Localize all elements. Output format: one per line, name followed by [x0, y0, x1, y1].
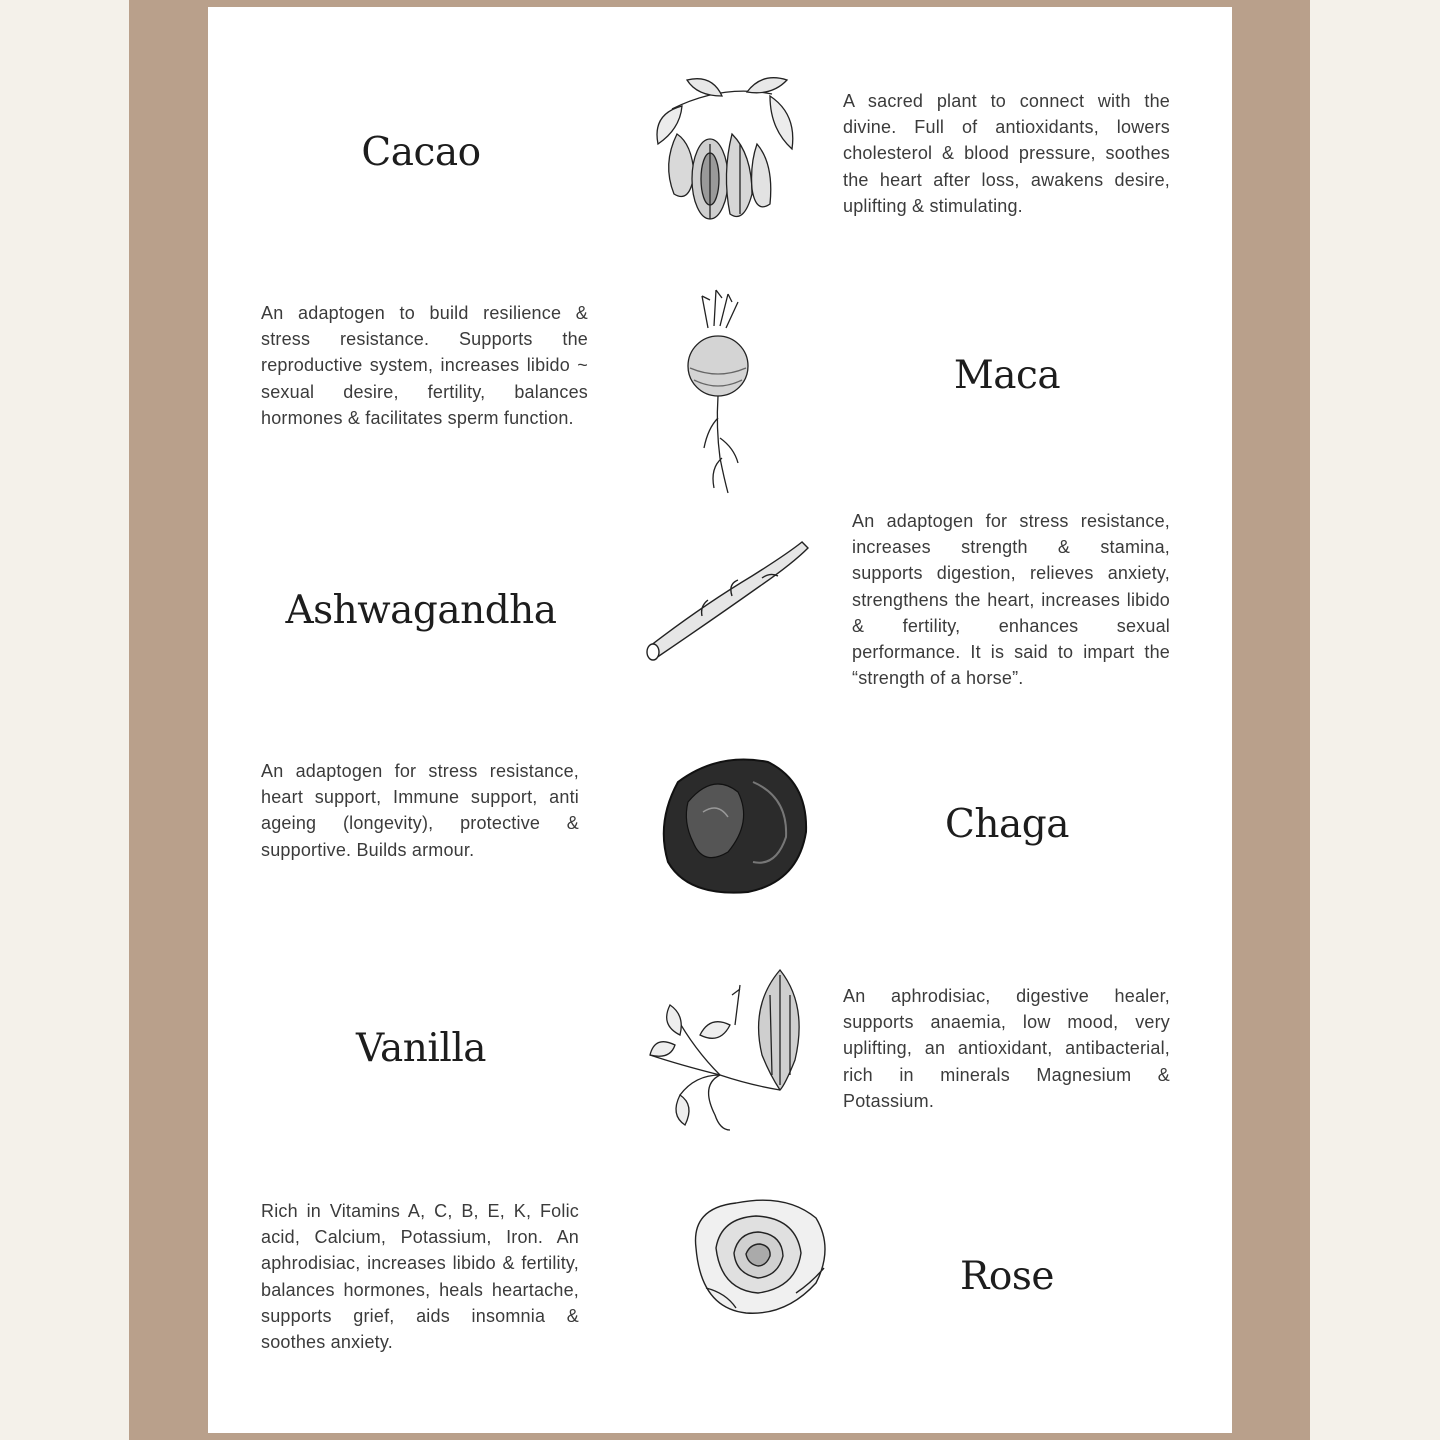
ingredient-name-rose: Rose — [960, 1254, 1054, 1299]
ingredient-name-chaga: Chaga — [945, 802, 1069, 847]
ingredient-name-maca: Maca — [953, 353, 1061, 398]
rose-flower-icon — [686, 1198, 831, 1318]
ingredient-description-maca: An adaptogen to build resilience & stress resistance. Supports the reproductive system, increases libido ~ sexual desire, fertility, balances hormones & facilitates sperm function. — [261, 303, 588, 428]
ingredient-description-chaga: An adaptogen for stress resistance, heart support, Immune support, anti ageing (longevity), protective & supportive. Builds armour. — [261, 761, 579, 860]
ashwagandha-root-icon — [642, 536, 812, 661]
ingredient-name-vanilla: Vanilla — [355, 1026, 487, 1071]
vanilla-flower-icon — [640, 965, 815, 1135]
ingredient-description-rose: Rich in Vitamins A, C, B, E, K, Folic acid, Calcium, Potassium, Iron. An aphrodisiac, increases libido & fertility, balances hormones, heals heartache, supports grief, aids insomnia & soothes anxiety. — [261, 1201, 579, 1353]
ingredient-name-cacao: Cacao — [361, 130, 481, 175]
ingredient-description-vanilla: An aphrodisiac, digestive healer, supports anaemia, low mood, very uplifting, an antioxidant, antibacterial, rich in minerals Magnesium & Potassium. — [843, 986, 1170, 1111]
maca-root-icon — [680, 288, 760, 498]
ingredient-name-ashwagandha: Ashwagandha — [285, 588, 557, 633]
cacao-pod-icon — [652, 74, 802, 234]
chaga-mushroom-icon — [658, 752, 813, 897]
ingredient-description-ashwagandha: An adaptogen for stress resistance, increases strength & stamina, supports digestion, relieves anxiety, strengthens the heart, increases libido & fertility, enhances sexual performance. It is said to impart the “strength of a horse”. — [852, 511, 1170, 689]
ingredient-description-cacao: A sacred plant to connect with the divine. Full of antioxidants, lowers cholesterol & blood pressure, soothes the heart after loss, awakens desire, uplifting & stimulating. — [843, 91, 1170, 216]
